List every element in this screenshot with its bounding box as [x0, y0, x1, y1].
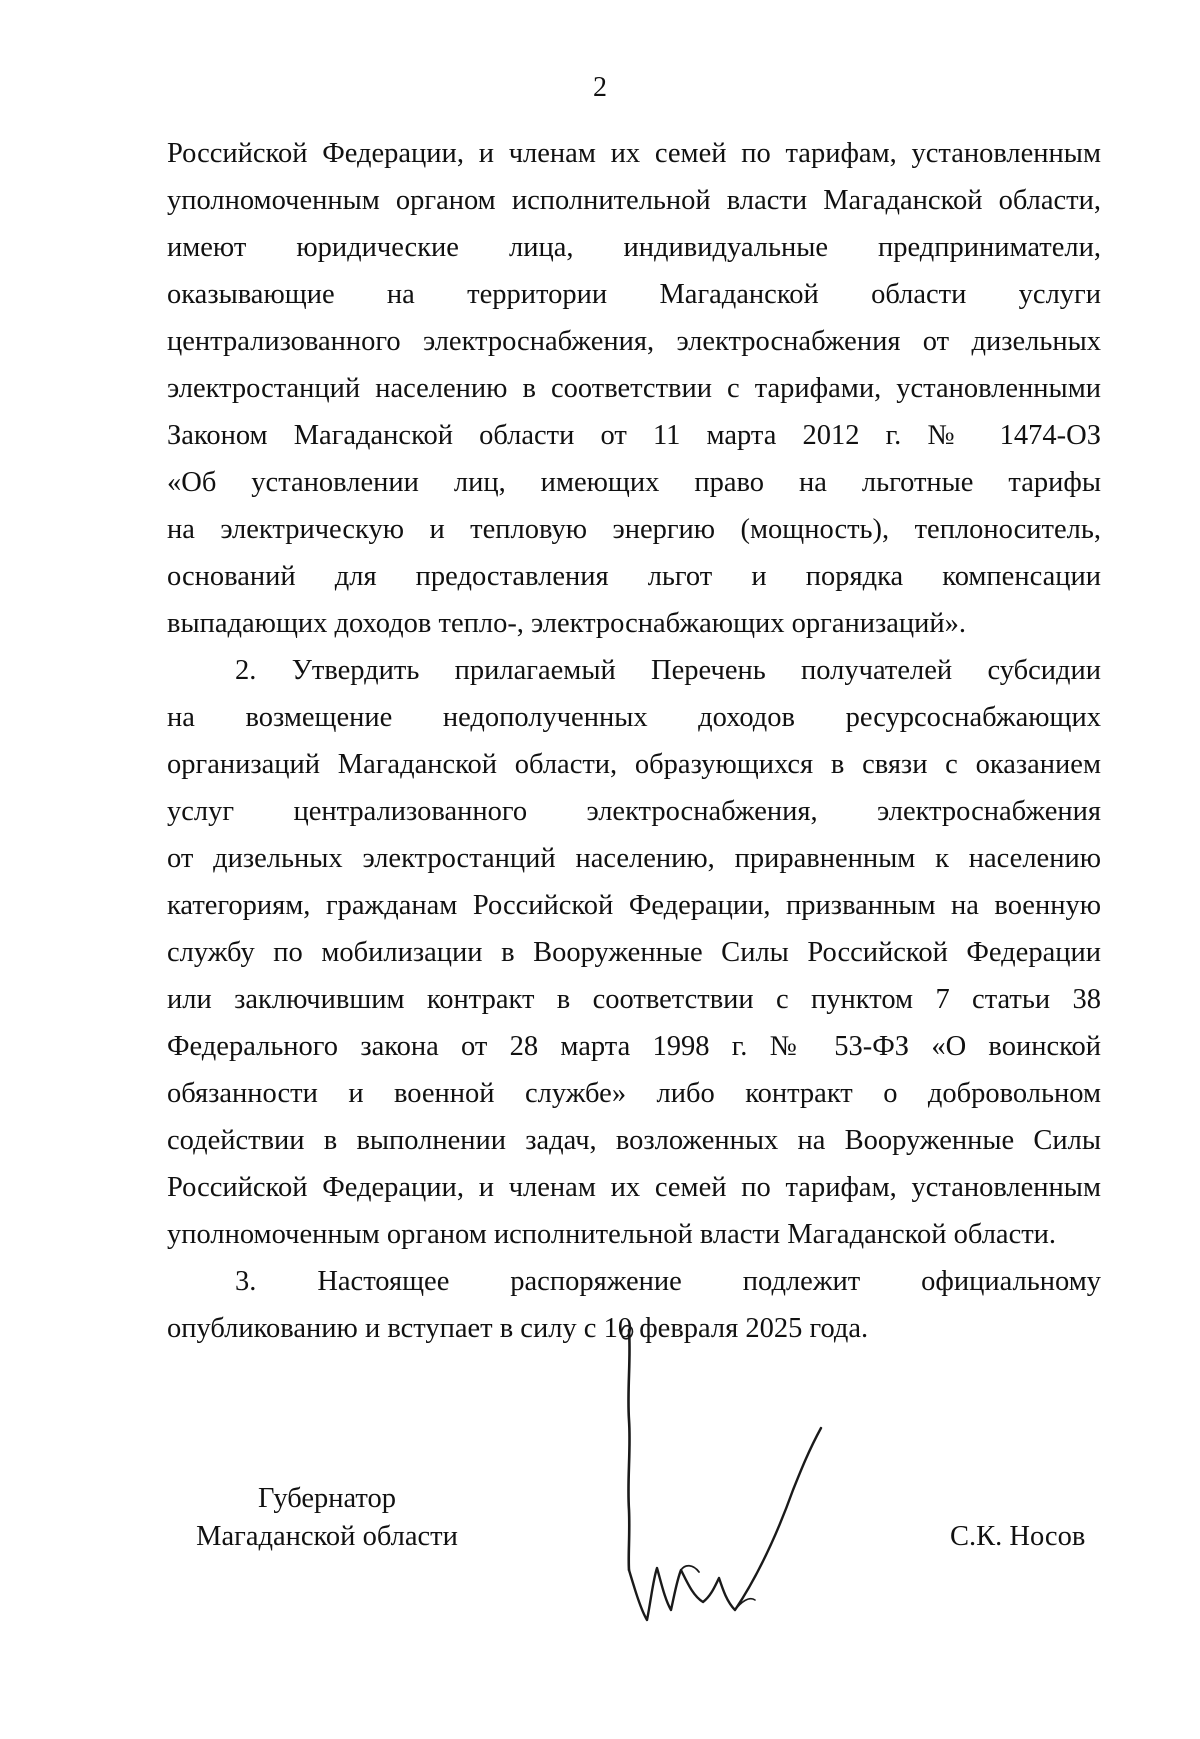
text-line-12: 2. Утвердить прилагаемый Перечень получателей субсидии — [235, 655, 1101, 686]
text-line-4: оказывающие на территории Магаданской области услуги — [167, 279, 1101, 310]
signer-position — [167, 1480, 487, 1556]
text-line-2: уполномоченным органом исполнительной власти Магаданской области, — [167, 185, 1101, 216]
text-line-14: организаций Магаданской области, образующихся в связи с оказанием — [167, 749, 1101, 780]
text-line-10: оснований для предоставления льгот и порядка компенсации — [167, 561, 1101, 592]
page-number: 2 — [593, 72, 607, 103]
text-line-13: на возмещение недополученных доходов ресурсоснабжающих — [167, 702, 1101, 733]
text-line-25: 3. Настоящее распоряжение подлежит официальному — [235, 1266, 1101, 1297]
text-line-1: Российской Федерации, и членам их семей по тарифам, установленным — [167, 138, 1101, 169]
signer-position-line-1: Губернатор — [257, 1483, 397, 1514]
text-line-18: службу по мобилизации в Вооруженные Силы Российской Федерации — [167, 937, 1101, 968]
text-line-3: имеют юридические лица, индивидуальные предприниматели, — [167, 232, 1101, 263]
text-line-21: обязанности и военной службе» либо контракт о добровольном — [167, 1078, 1101, 1109]
text-line-23: Российской Федерации, и членам их семей по тарифам, установленным — [167, 1172, 1101, 1203]
text-line-24: уполномоченным органом исполнительной власти Магаданской области. — [167, 1219, 1057, 1250]
document-body — [167, 130, 1101, 1352]
signature-block — [0, 1480, 1200, 1630]
text-line-17: категориям, гражданам Российской Федерации, призванным на военную — [167, 890, 1101, 921]
text-line-22: содействии в выполнении задач, возложенных на Вооруженные Силы — [167, 1125, 1101, 1156]
text-line-8: «Об установлении лиц, имеющих право на льготные тарифы — [167, 467, 1101, 498]
text-line-20: Федерального закона от 28 марта 1998 г. № 53-ФЗ «О воинской — [167, 1031, 1101, 1062]
text-line-26: опубликованию и вступает в силу с 10 февраля 2025 года. — [167, 1313, 869, 1344]
handwritten-signature — [615, 1320, 845, 1630]
text-line-11: выпадающих доходов тепло-, электроснабжающих организаций». — [167, 608, 967, 639]
text-line-5: централизованного электроснабжения, электроснабжения от дизельных — [167, 326, 1101, 357]
signature-drawing — [615, 1320, 845, 1630]
text-line-16: от дизельных электростанций населению, приравненным к населению — [167, 843, 1101, 874]
text-line-9: на электрическую и тепловую энергию (мощность), теплоноситель, — [167, 514, 1101, 545]
text-line-7: Законом Магаданской области от 11 марта 2012 г. № 1474-ОЗ — [167, 420, 1101, 451]
signer-position-line-2: Магаданской области — [196, 1521, 458, 1552]
signer-name: С.К. Носов — [950, 1521, 1086, 1552]
text-line-19: или заключившим контракт в соответствии с пунктом 7 статьи 38 — [167, 984, 1101, 1015]
text-line-15: услуг централизованного электроснабжения, электроснабжения — [167, 796, 1101, 827]
text-line-6: электростанций населению в соответствии с тарифами, установленными — [167, 373, 1101, 404]
